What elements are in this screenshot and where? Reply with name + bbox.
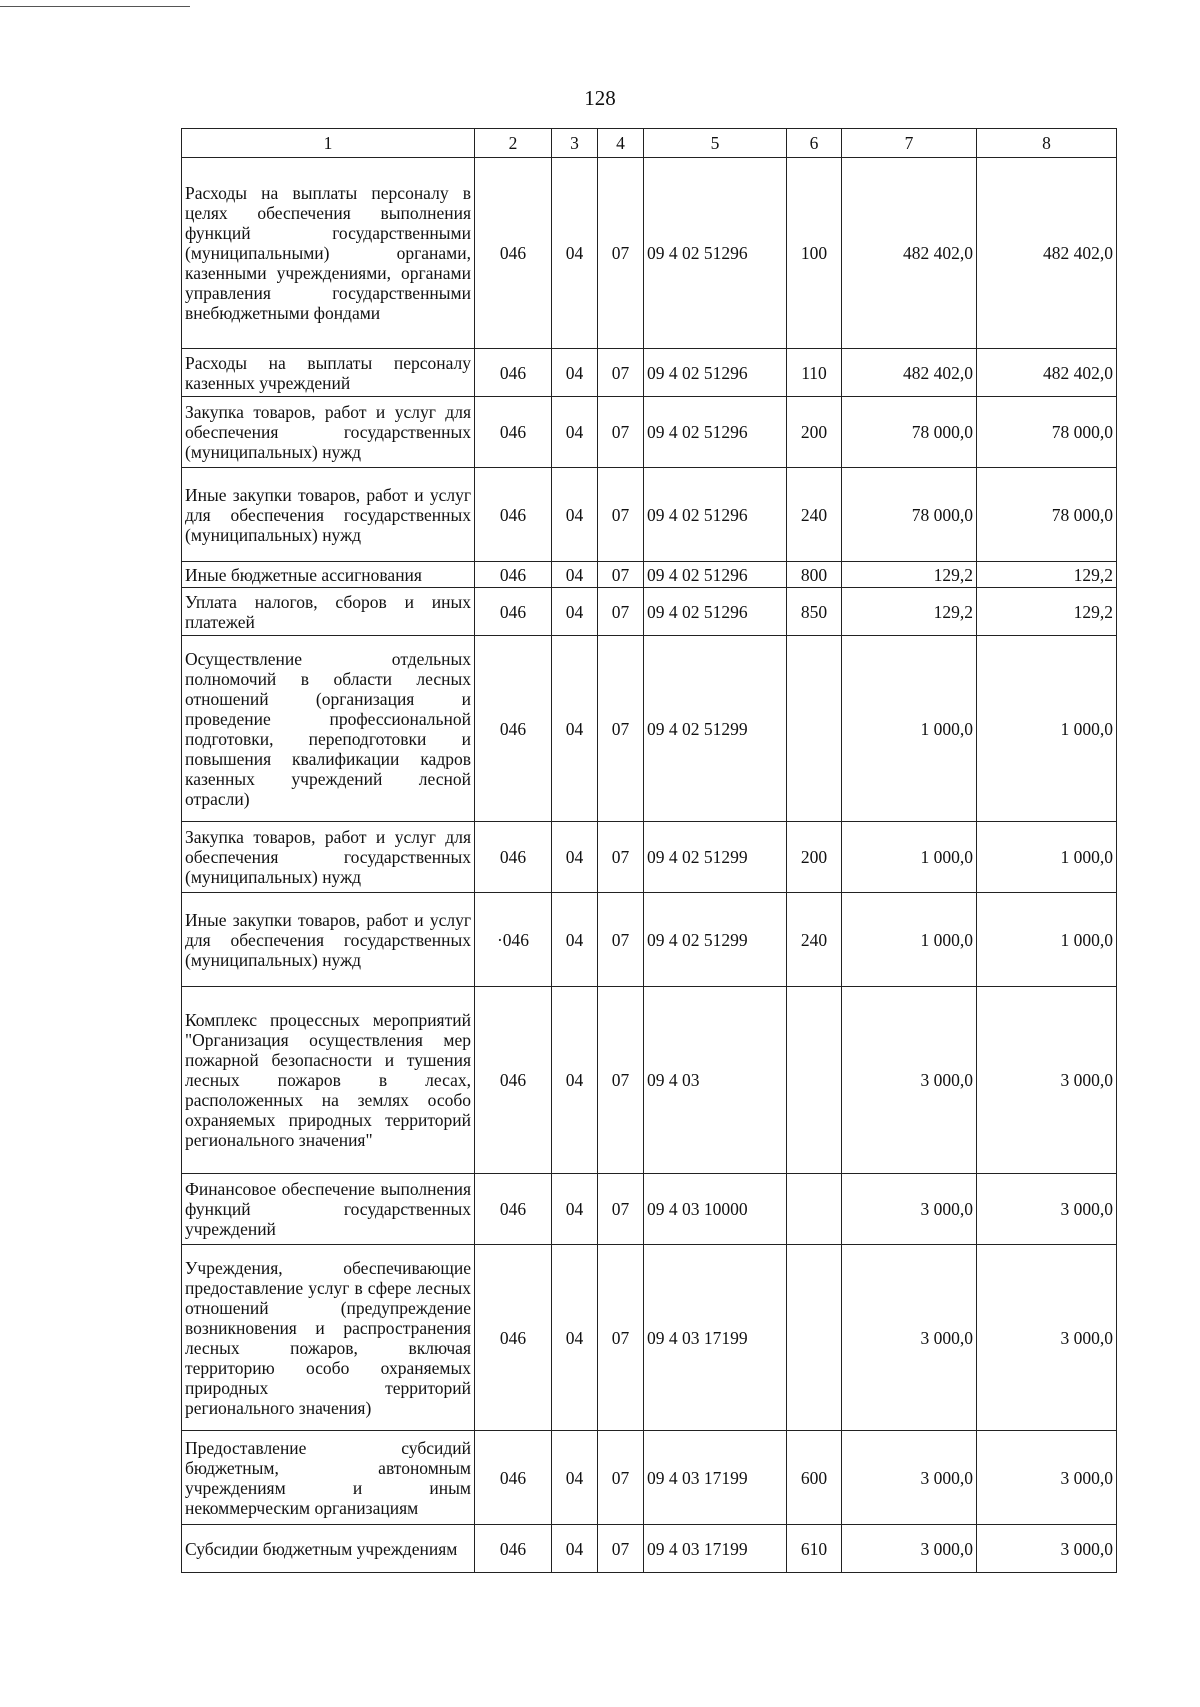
amount-col8: 482 402,0 (977, 158, 1117, 349)
subsection-code: 07 (598, 468, 644, 562)
section-code: 04 (552, 1174, 598, 1245)
subsection-code: 07 (598, 893, 644, 987)
section-code: 04 (552, 987, 598, 1174)
section-code: 04 (552, 1431, 598, 1525)
subsection-code: 07 (598, 987, 644, 1174)
amount-col8: 3 000,0 (977, 987, 1117, 1174)
table-row (182, 893, 1117, 987)
column-header: 1 (182, 129, 475, 158)
amount-col8: 3 000,0 (977, 1174, 1117, 1245)
amount-col7: 78 000,0 (842, 468, 977, 562)
subsection-code: 07 (598, 588, 644, 636)
target-article-code: 09 4 03 17199 (644, 1245, 787, 1431)
admin-code: 046 (475, 1525, 552, 1573)
target-article-code: 09 4 02 51299 (644, 636, 787, 822)
amount-col8: 1 000,0 (977, 636, 1117, 822)
column-header: 5 (644, 129, 787, 158)
expense-name: Осуществление отдельных полномочий в области лесных отношений (организация и проведение профессиональной подготовки, переподготовки и повышения квалификации кадров казенных учреждений лесной отрасли) (182, 636, 475, 822)
admin-code: 046 (475, 1245, 552, 1431)
expense-name: Закупка товаров, работ и услуг для обеспечения государственных (муниципальных) нужд (182, 822, 475, 893)
amount-col7: 129,2 (842, 562, 977, 588)
page-number: 128 (584, 86, 616, 110)
table-row (182, 1525, 1117, 1573)
target-article-code: 09 4 02 51296 (644, 349, 787, 397)
amount-col8: 78 000,0 (977, 468, 1117, 562)
expense-type-code: 850 (787, 588, 842, 636)
amount-col8: 3 000,0 (977, 1245, 1117, 1431)
amount-col8: 1 000,0 (977, 893, 1117, 987)
expense-name: Закупка товаров, работ и услуг для обеспечения государственных (муниципальных) нужд (182, 397, 475, 468)
admin-code: 046 (475, 636, 552, 822)
expense-name: Расходы на выплаты персоналу казенных учреждений (182, 349, 475, 397)
expense-type-code: 600 (787, 1431, 842, 1525)
table-row (182, 987, 1117, 1174)
expense-name: Уплата налогов, сборов и иных платежей (182, 588, 475, 636)
admin-code: 046 (475, 822, 552, 893)
table-row (182, 349, 1117, 397)
subsection-code: 07 (598, 1431, 644, 1525)
target-article-code: 09 4 02 51299 (644, 893, 787, 987)
amount-col7: 482 402,0 (842, 349, 977, 397)
target-article-code: 09 4 03 (644, 987, 787, 1174)
subsection-code: 07 (598, 397, 644, 468)
table-row (182, 1431, 1117, 1525)
amount-col7: 3 000,0 (842, 1525, 977, 1573)
top-rule (0, 6, 190, 7)
admin-code: 046 (475, 397, 552, 468)
subsection-code: 07 (598, 822, 644, 893)
target-article-code: 09 4 02 51299 (644, 822, 787, 893)
expense-type-code: 200 (787, 822, 842, 893)
amount-col8: 129,2 (977, 588, 1117, 636)
column-header: 6 (787, 129, 842, 158)
amount-col7: 129,2 (842, 588, 977, 636)
expense-name: Комплекс процессных мероприятий "Организация осуществления мер пожарной безопасности и тушения лесных пожаров в лесах, расположенных на землях особо охраняемых природных территорий регионального значения" (182, 987, 475, 1174)
table-row (182, 1174, 1117, 1245)
target-article-code: 09 4 03 17199 (644, 1431, 787, 1525)
expense-name: Финансовое обеспечение выполнения функций государственных учреждений (182, 1174, 475, 1245)
table-row (182, 822, 1117, 893)
expense-type-code: 240 (787, 893, 842, 987)
column-header: 8 (977, 129, 1117, 158)
section-code: 04 (552, 1525, 598, 1573)
column-header: 2 (475, 129, 552, 158)
admin-code: 046 (475, 468, 552, 562)
amount-col8: 3 000,0 (977, 1525, 1117, 1573)
section-code: 04 (552, 562, 598, 588)
table-row (182, 158, 1117, 349)
expense-type-code (787, 1174, 842, 1245)
expense-type-code (787, 987, 842, 1174)
table-row (182, 562, 1117, 588)
target-article-code: 09 4 02 51296 (644, 588, 787, 636)
admin-code: 046 (475, 588, 552, 636)
amount-col7: 1 000,0 (842, 636, 977, 822)
subsection-code: 07 (598, 636, 644, 822)
amount-col8: 482 402,0 (977, 349, 1117, 397)
subsection-code: 07 (598, 1245, 644, 1431)
amount-col8: 3 000,0 (977, 1431, 1117, 1525)
amount-col8: 78 000,0 (977, 397, 1117, 468)
section-code: 04 (552, 397, 598, 468)
amount-col7: 78 000,0 (842, 397, 977, 468)
amount-col7: 3 000,0 (842, 1245, 977, 1431)
section-code: 04 (552, 1245, 598, 1431)
subsection-code: 07 (598, 562, 644, 588)
subsection-code: 07 (598, 1174, 644, 1245)
table-row (182, 468, 1117, 562)
column-header: 3 (552, 129, 598, 158)
section-code: 04 (552, 893, 598, 987)
expense-type-code (787, 636, 842, 822)
admin-code: 046 (475, 1431, 552, 1525)
expense-type-code: 200 (787, 397, 842, 468)
expense-name: Субсидии бюджетным учреждениям (182, 1525, 475, 1573)
expense-name: Расходы на выплаты персоналу в целях обеспечения выполнения функций государственными (муниципальными) органами, казенными учреждениями, органами управления государственными внебюджетными фондами (182, 158, 475, 349)
expense-name: Иные бюджетные ассигнования (182, 562, 475, 588)
section-code: 04 (552, 588, 598, 636)
section-code: 04 (552, 636, 598, 822)
subsection-code: 07 (598, 349, 644, 397)
table-row (182, 588, 1117, 636)
expense-type-code: 240 (787, 468, 842, 562)
amount-col7: 1 000,0 (842, 893, 977, 987)
column-header: 7 (842, 129, 977, 158)
expense-name: Учреждения, обеспечивающие предоставление услуг в сфере лесных отношений (предупреждение возникновения и распространения лесных пожаров, включая территорию особо охраняемых природных территорий регионального значения) (182, 1245, 475, 1431)
table-row (182, 397, 1117, 468)
admin-code: 046 (475, 349, 552, 397)
amount-col7: 3 000,0 (842, 987, 977, 1174)
target-article-code: 09 4 02 51296 (644, 397, 787, 468)
expense-name: Иные закупки товаров, работ и услуг для обеспечения государственных (муниципальных) нужд (182, 893, 475, 987)
admin-code: 046 (475, 987, 552, 1174)
amount-col7: 482 402,0 (842, 158, 977, 349)
amount-col7: 1 000,0 (842, 822, 977, 893)
target-article-code: 09 4 02 51296 (644, 468, 787, 562)
admin-code: ·046 (475, 893, 552, 987)
expense-type-code (787, 1245, 842, 1431)
admin-code: 046 (475, 562, 552, 588)
table-row (182, 1245, 1117, 1431)
amount-col8: 129,2 (977, 562, 1117, 588)
amount-col7: 3 000,0 (842, 1174, 977, 1245)
expense-type-code: 100 (787, 158, 842, 349)
target-article-code: 09 4 03 17199 (644, 1525, 787, 1573)
admin-code: 046 (475, 158, 552, 349)
expense-name: Иные закупки товаров, работ и услуг для обеспечения государственных (муниципальных) нужд (182, 468, 475, 562)
section-code: 04 (552, 468, 598, 562)
header-row (182, 129, 1117, 158)
admin-code: 046 (475, 1174, 552, 1245)
target-article-code: 09 4 02 51296 (644, 158, 787, 349)
budget-table (181, 128, 1117, 1573)
section-code: 04 (552, 349, 598, 397)
expense-type-code: 610 (787, 1525, 842, 1573)
expense-type-code: 800 (787, 562, 842, 588)
section-code: 04 (552, 158, 598, 349)
target-article-code: 09 4 02 51296 (644, 562, 787, 588)
target-article-code: 09 4 03 10000 (644, 1174, 787, 1245)
amount-col8: 1 000,0 (977, 822, 1117, 893)
section-code: 04 (552, 822, 598, 893)
column-header: 4 (598, 129, 644, 158)
expense-type-code: 110 (787, 349, 842, 397)
subsection-code: 07 (598, 1525, 644, 1573)
expense-name: Предоставление субсидий бюджетным, автономным учреждениям и иным некоммерческим организациям (182, 1431, 475, 1525)
table-row (182, 636, 1117, 822)
subsection-code: 07 (598, 158, 644, 349)
amount-col7: 3 000,0 (842, 1431, 977, 1525)
